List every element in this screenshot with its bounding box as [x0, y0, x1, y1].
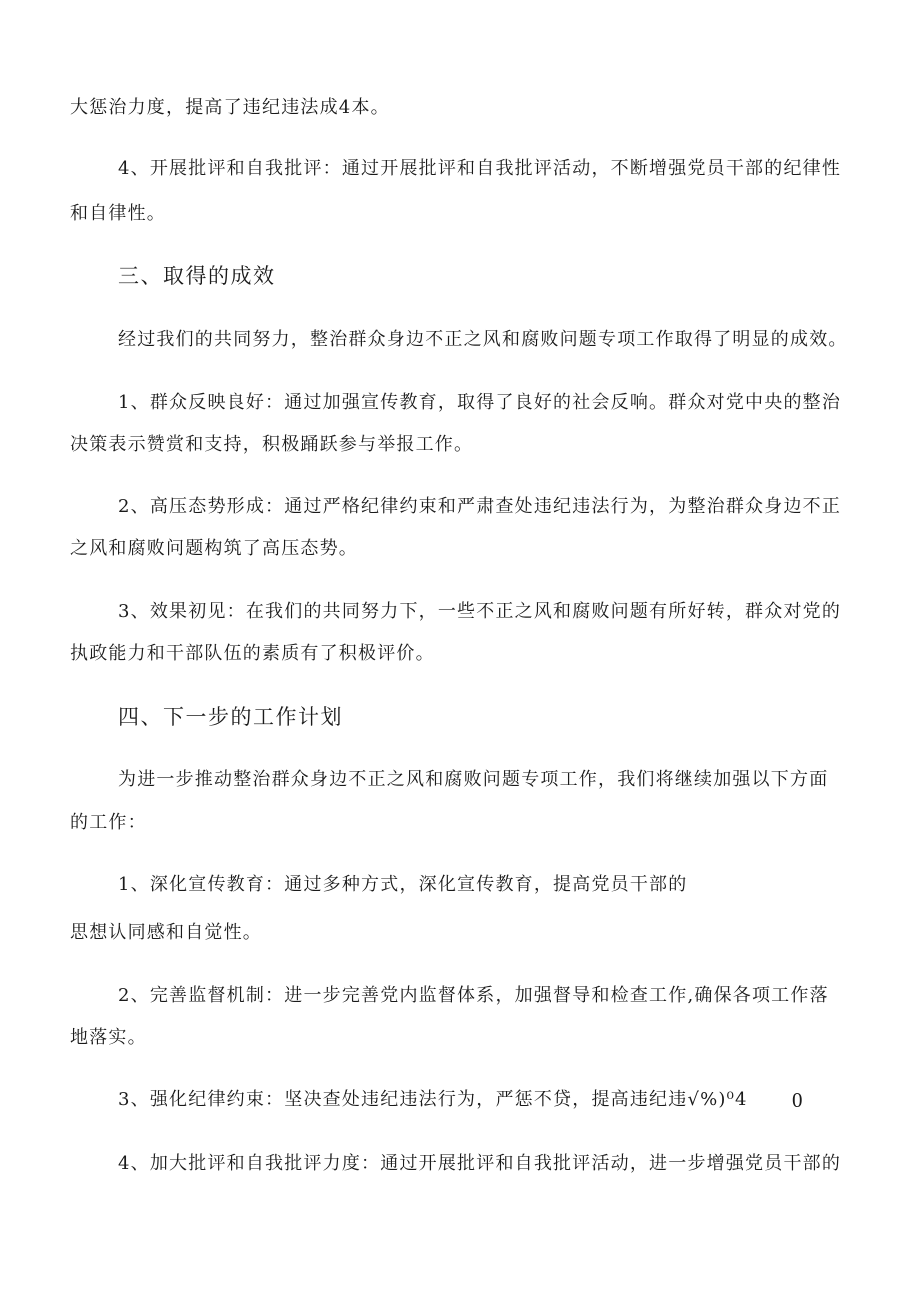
- paragraph-line: 2、高压态势形成：通过严格纪律约束和严肃查处违纪违法行为，为整治群众身边不正: [118, 496, 842, 517]
- paragraph-line: 4、加大批评和自我批评力度：通过开展批评和自我批评活动，进一步增强党员干部的: [118, 1153, 842, 1174]
- paragraph-line: 1、深化宣传教育：通过多种方式，深化宣传教育，提高党员干部的: [118, 874, 688, 895]
- trailing-mark: 0: [792, 1088, 803, 1112]
- paragraph-line: 的工作：: [70, 812, 147, 833]
- paragraph-line: 为进一步推动整治群众身边不正之风和腐败问题专项工作，我们将继续加强以下方面: [118, 769, 829, 790]
- paragraph-line: 3、强化纪律约束：坚决查处违纪违法行为，严惩不贷，提高违纪违√%)⁰4: [118, 1089, 748, 1110]
- paragraph-line: 经过我们的共同努力，整治群众身边不正之风和腐败问题专项工作取得了明显的成效。: [118, 329, 848, 350]
- section-heading: 三、取得的成效: [118, 264, 276, 288]
- paragraph-line: 3、效果初见：在我们的共同努力下，一些不正之风和腐败问题有所好转，群众对党的: [118, 601, 842, 622]
- section-heading: 四、下一步的工作计划: [118, 705, 343, 729]
- paragraph-line: 地落实。: [70, 1027, 147, 1048]
- paragraph-line: 4、开展批评和自我批评：通过开展批评和自我批评活动，不断增强党员干部的纪律性: [118, 158, 842, 179]
- paragraph-line: 1、群众反映良好：通过加强宣传教育，取得了良好的社会反响。群众对党中央的整治: [118, 392, 842, 413]
- paragraph-line: 大惩治力度，提高了违纪违法成4本。: [70, 97, 390, 118]
- paragraph-line: 执政能力和干部队伍的素质有了积极评价。: [70, 643, 435, 664]
- paragraph-line: 之风和腐败问题构筑了高压态势。: [70, 538, 358, 559]
- paragraph-line: 和自律性。: [70, 203, 166, 224]
- paragraph-line: 决策表示赞赏和支持，积极踊跃参与举报工作。: [70, 434, 474, 455]
- paragraph-line: 2、完善监督机制：进一步完善党内监督体系，加强督导和检查工作,确保各项工作落: [118, 985, 829, 1006]
- paragraph-line: 思想认同感和自觉性。: [70, 922, 262, 943]
